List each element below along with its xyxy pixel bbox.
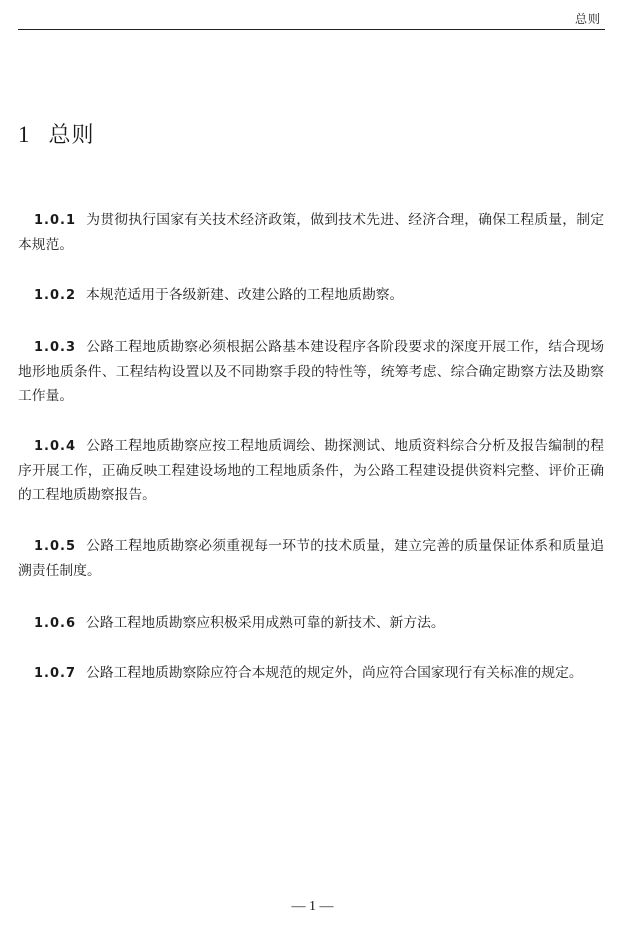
clause-number: 1.0.7 (34, 666, 77, 681)
chapter-title: 总则 (48, 123, 95, 148)
header-rule (18, 29, 605, 30)
page-number: — 1 — (291, 899, 334, 914)
clause-1-0-2 (34, 283, 604, 308)
clause-number: 1.0.5 (34, 539, 77, 554)
clause-text: 为贯彻执行国家有关技术经济政策，做到技术先进、经济合理，确保工程质量，制定本规范。 (18, 212, 604, 253)
clause-text: 公路工程地质勘察应积极采用成熟可靠的新技术、新方法。 (86, 615, 445, 631)
clause-text: 本规范适用于各级新建、改建公路的工程地质勘察。 (86, 287, 404, 303)
clause-text: 公路工程地质勘察必须根据公路基本建设程序各阶段要求的深度开展工作，结合现场地形地质条件、工程结构设置以及不同勘察手段的特性等，统筹考虑、综合确定勘察方法及勘察工作量。 (18, 339, 604, 404)
clause-number: 1.0.6 (34, 616, 77, 631)
clause-text: 公路工程地质勘察必须重视每一环节的技术质量，建立完善的质量保证体系和质量追溯责任制度。 (18, 538, 604, 579)
clause-number: 1.0.2 (34, 288, 77, 303)
clause-1-0-7 (18, 661, 604, 686)
clause-1-0-4 (18, 434, 604, 507)
clause-number: 1.0.4 (34, 439, 77, 454)
clause-text: 公路工程地质勘察应按工程地质调绘、勘探测试、地质资料综合分析及报告编制的程序开展工作，正确反映工程建设场地的工程地质条件，为公路工程建设提供资料完整、评价正确的工程地质勘察报告。 (18, 438, 604, 503)
clause-1-0-3 (18, 335, 604, 408)
clause-number: 1.0.3 (34, 340, 77, 355)
clause-1-0-6 (34, 611, 604, 636)
chapter-heading (18, 118, 95, 149)
running-header: 总则 (574, 12, 601, 26)
clause-list (18, 208, 604, 686)
clause-text: 公路工程地质勘察除应符合本规范的规定外，尚应符合国家现行有关标准的规定。 (86, 665, 583, 681)
chapter-number: 1 (18, 122, 31, 147)
clause-1-0-1 (18, 208, 604, 257)
clause-number: 1.0.1 (34, 213, 77, 228)
clause-1-0-5 (18, 534, 604, 583)
